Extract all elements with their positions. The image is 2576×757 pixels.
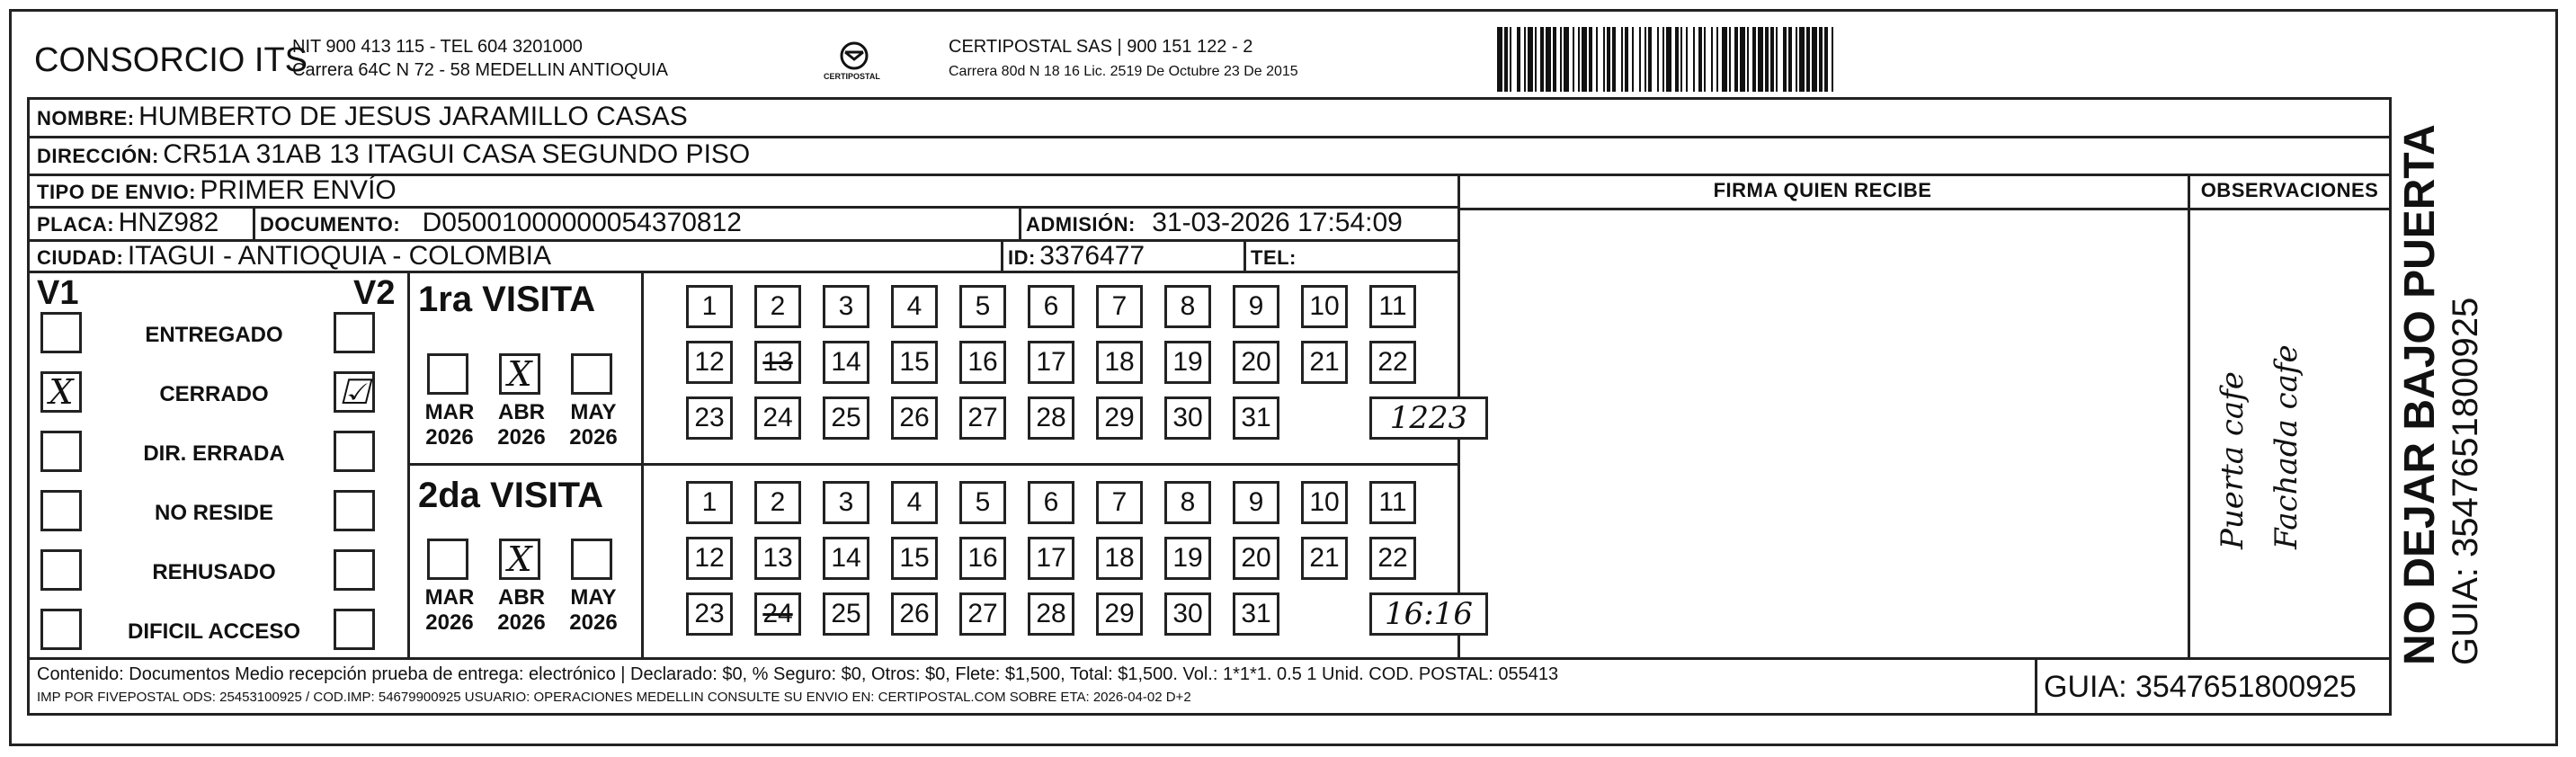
- certipostal-logo: [824, 36, 881, 90]
- second-visit-day-31[interactable]: 31: [1233, 592, 1279, 636]
- admision-value: 31-03-2026 17:54:09: [1152, 208, 1403, 237]
- second-visit-day-24[interactable]: 24: [754, 592, 801, 636]
- first-visit-day-10[interactable]: 10: [1301, 285, 1348, 328]
- first-visit-day-21[interactable]: 21: [1301, 341, 1348, 384]
- side-guia: GUIA: 3547651800925: [2446, 297, 2485, 665]
- direccion-label: DIRECCIÓN:: [37, 145, 159, 167]
- second-visit-day-28[interactable]: 28: [1028, 592, 1074, 636]
- first-visit-day-18[interactable]: 18: [1096, 341, 1143, 384]
- first-visit-day-4[interactable]: 4: [891, 285, 938, 328]
- obs-note-2: Fachada cafe: [2268, 344, 2304, 549]
- first-visit-day-20[interactable]: 20: [1233, 341, 1279, 384]
- v2-checkbox-0[interactable]: [334, 312, 375, 353]
- first-visit-day-15[interactable]: 15: [891, 341, 938, 384]
- footer-guia: GUIA: 3547651800925: [2044, 670, 2357, 704]
- status-label: NO RESIDE: [154, 501, 274, 525]
- first-visit-day-12[interactable]: 12: [686, 341, 733, 384]
- first-visit-day-13[interactable]: 13: [754, 341, 801, 384]
- second-visit-time-box[interactable]: 16:16: [1369, 592, 1488, 636]
- first-visit-day-23[interactable]: 23: [686, 396, 733, 440]
- month-checkbox-mar[interactable]: [427, 353, 468, 395]
- tipo-envio-label: TIPO DE ENVIO:: [37, 181, 196, 203]
- second-visit-day-18[interactable]: 18: [1096, 537, 1143, 580]
- first-visit-day-17[interactable]: 17: [1028, 341, 1074, 384]
- first-visit-day-5[interactable]: 5: [959, 285, 1006, 328]
- company-name: CONSORCIO ITS: [34, 41, 308, 79]
- second-visit-day-26[interactable]: 26: [891, 592, 938, 636]
- second-visit-day-23[interactable]: 23: [686, 592, 733, 636]
- id-value: 3376477: [1039, 241, 1145, 271]
- second-visit-day-12[interactable]: 12: [686, 537, 733, 580]
- first-visit-day-9[interactable]: 9: [1233, 285, 1279, 328]
- first-visit-day-6[interactable]: 6: [1028, 285, 1074, 328]
- v1-checkbox-3[interactable]: [40, 490, 82, 531]
- second-visit-day-10[interactable]: 10: [1301, 481, 1348, 524]
- tipo-envio-value: PRIMER ENVÍO: [200, 175, 397, 205]
- month-checkbox-may[interactable]: [571, 353, 612, 395]
- second-visit-day-4[interactable]: 4: [891, 481, 938, 524]
- side-warning: NO DEJAR BAJO PUERTA: [2396, 124, 2444, 665]
- v1-checkbox-0[interactable]: [40, 312, 82, 353]
- month-label: MAR 2026: [424, 585, 475, 635]
- second-visit-day-27[interactable]: 27: [959, 592, 1006, 636]
- first-visit-day-7[interactable]: 7: [1096, 285, 1143, 328]
- v2-checkbox-2[interactable]: [334, 431, 375, 472]
- placa-value: HNZ982: [118, 208, 219, 237]
- month-label: ABR 2026: [497, 585, 546, 635]
- second-visit-day-20[interactable]: 20: [1233, 537, 1279, 580]
- first-visit-day-11[interactable]: 11: [1369, 285, 1416, 328]
- first-visit-day-1[interactable]: 1: [686, 285, 733, 328]
- second-visit-day-15[interactable]: 15: [891, 537, 938, 580]
- month-checkbox-mar[interactable]: [427, 539, 468, 580]
- barcode-gap: [1833, 27, 1835, 92]
- first-visit-day-2[interactable]: 2: [754, 285, 801, 328]
- firma-header: FIRMA QUIEN RECIBE: [1713, 179, 1932, 201]
- first-visit-day-26[interactable]: 26: [891, 396, 938, 440]
- second-visit-day-9[interactable]: 9: [1233, 481, 1279, 524]
- month-label: MAY 2026: [569, 585, 618, 635]
- first-visit-day-3[interactable]: 3: [823, 285, 869, 328]
- first-visit-day-19[interactable]: 19: [1164, 341, 1211, 384]
- second-visit-day-30[interactable]: 30: [1164, 592, 1211, 636]
- tracking-barcode: [1497, 27, 2144, 92]
- first-visit-day-27[interactable]: 27: [959, 396, 1006, 440]
- imp-text: IMP POR FIVEPOSTAL ODS: 25453100925 / COD.IMP: 54679900925 USUARIO: OPERACIONES MEDELLIN CONSULTE SU ENVIO EN: CERTIPOSTAL.COM SOBRE ETA: 2026-04-02 D+2: [37, 690, 1191, 705]
- v2-checkbox-3[interactable]: [334, 490, 375, 531]
- second-visit-title: 2da VISITA: [418, 476, 603, 515]
- tel-label: TEL:: [1251, 246, 1297, 269]
- month-label: MAY 2026: [569, 400, 618, 450]
- status-label: DIFICIL ACCESO: [127, 619, 300, 644]
- second-visit-day-13[interactable]: 13: [754, 537, 801, 580]
- first-visit-time-box[interactable]: 1223: [1369, 396, 1488, 440]
- first-visit-day-22[interactable]: 22: [1369, 341, 1416, 384]
- direccion-value: CR51A 31AB 13 ITAGUI CASA SEGUNDO PISO: [163, 139, 751, 169]
- first-visit-day-25[interactable]: 25: [823, 396, 869, 440]
- first-visit-day-16[interactable]: 16: [959, 341, 1006, 384]
- second-visit-day-17[interactable]: 17: [1028, 537, 1074, 580]
- contenido-text: Contenido: Documentos Medio recepción prueba de entrega: electrónico | Declarado: $0, % Seguro: $0, Otros: $0, Flete: $1,500, Total: $1,500. Vol.: 1*1*1. 0.5 1 Unid. COD. POSTAL: 055413: [37, 664, 1559, 684]
- v1-label: V1: [37, 274, 79, 312]
- status-label: ENTREGADO: [145, 323, 283, 347]
- second-visit-day-1[interactable]: 1: [686, 481, 733, 524]
- delivery-form: [27, 97, 2392, 716]
- first-visit-day-24[interactable]: 24: [754, 396, 801, 440]
- ciudad-label: CIUDAD:: [37, 246, 124, 269]
- nombre-label: NOMBRE:: [37, 107, 135, 129]
- month-label: MAR 2026: [424, 400, 475, 450]
- admision-label: ADMISIÓN:: [1026, 213, 1136, 236]
- check-mark-icon: X: [49, 372, 74, 412]
- second-visit-day-2[interactable]: 2: [754, 481, 801, 524]
- second-visit-day-5[interactable]: 5: [959, 481, 1006, 524]
- first-visit-title: 1ra VISITA: [418, 280, 596, 319]
- v1-checkbox-4[interactable]: [40, 549, 82, 591]
- carrier-line-1: CERTIPOSTAL SAS | 900 151 122 - 2: [949, 37, 1253, 57]
- v2-label: V2: [353, 274, 396, 312]
- first-visit-day-31[interactable]: 31: [1233, 396, 1279, 440]
- first-visit-day-29[interactable]: 29: [1096, 396, 1143, 440]
- second-visit-day-22[interactable]: 22: [1369, 537, 1416, 580]
- second-visit-day-8[interactable]: 8: [1164, 481, 1211, 524]
- month-checkbox-abr[interactable]: [499, 539, 540, 580]
- nombre-value: HUMBERTO DE JESUS JARAMILLO CASAS: [138, 102, 688, 131]
- obs-note-1: Puerta cafe: [2215, 371, 2251, 549]
- v2-checkbox-1[interactable]: [334, 371, 375, 413]
- v1-checkbox-2[interactable]: [40, 431, 82, 472]
- documento-value: D05001000000054370812: [422, 208, 742, 237]
- first-visit-day-8[interactable]: 8: [1164, 285, 1211, 328]
- second-visit-day-29[interactable]: 29: [1096, 592, 1143, 636]
- carrier-line-2: Carrera 80d N 18 16 Lic. 2519 De Octubre 23 De 2015: [949, 64, 1298, 79]
- observaciones-header: OBSERVACIONES: [2200, 179, 2379, 201]
- second-visit-day-11[interactable]: 11: [1369, 481, 1416, 524]
- second-visit-day-14[interactable]: 14: [823, 537, 869, 580]
- v2-checkbox-4[interactable]: [334, 549, 375, 591]
- check-mark-icon: X: [507, 354, 532, 394]
- month-checkbox-may[interactable]: [571, 539, 612, 580]
- side-panel: [2396, 90, 2486, 665]
- signature-area[interactable]: [1461, 211, 2186, 655]
- company-line-1: NIT 900 413 115 - TEL 604 3201000: [292, 37, 583, 57]
- v2-checkbox-5[interactable]: [334, 609, 375, 650]
- status-label: REHUSADO: [152, 560, 276, 584]
- first-visit-day-14[interactable]: 14: [823, 341, 869, 384]
- second-visit-day-7[interactable]: 7: [1096, 481, 1143, 524]
- first-visit-day-30[interactable]: 30: [1164, 396, 1211, 440]
- check-mark-icon: ☑: [338, 372, 370, 412]
- status-label: DIR. ERRADA: [143, 441, 285, 466]
- month-label: ABR 2026: [497, 400, 546, 450]
- second-visit-day-25[interactable]: 25: [823, 592, 869, 636]
- status-label: CERRADO: [159, 382, 269, 406]
- second-visit-day-21[interactable]: 21: [1301, 537, 1348, 580]
- v1-checkbox-1[interactable]: [40, 371, 82, 413]
- second-visit-day-19[interactable]: 19: [1164, 537, 1211, 580]
- id-label: ID:: [1008, 246, 1036, 269]
- first-visit-day-28[interactable]: 28: [1028, 396, 1074, 440]
- logo-text: CERTIPOSTAL: [824, 72, 880, 81]
- check-mark-icon: X: [507, 539, 532, 579]
- placa-label: PLACA:: [37, 213, 115, 236]
- second-visit-day-16[interactable]: 16: [959, 537, 1006, 580]
- second-visit-day-3[interactable]: 3: [823, 481, 869, 524]
- envelope-logo-icon: [827, 36, 881, 90]
- month-checkbox-abr[interactable]: [499, 353, 540, 395]
- observaciones-notes: [2206, 280, 2313, 549]
- documento-label: DOCUMENTO:: [260, 213, 401, 236]
- company-line-2: Carrera 64C N 72 - 58 MEDELLIN ANTIOQUIA: [292, 60, 668, 80]
- second-visit-day-6[interactable]: 6: [1028, 481, 1074, 524]
- ciudad-value: ITAGUI - ANTIOQUIA - COLOMBIA: [127, 241, 552, 271]
- v1-checkbox-5[interactable]: [40, 609, 82, 650]
